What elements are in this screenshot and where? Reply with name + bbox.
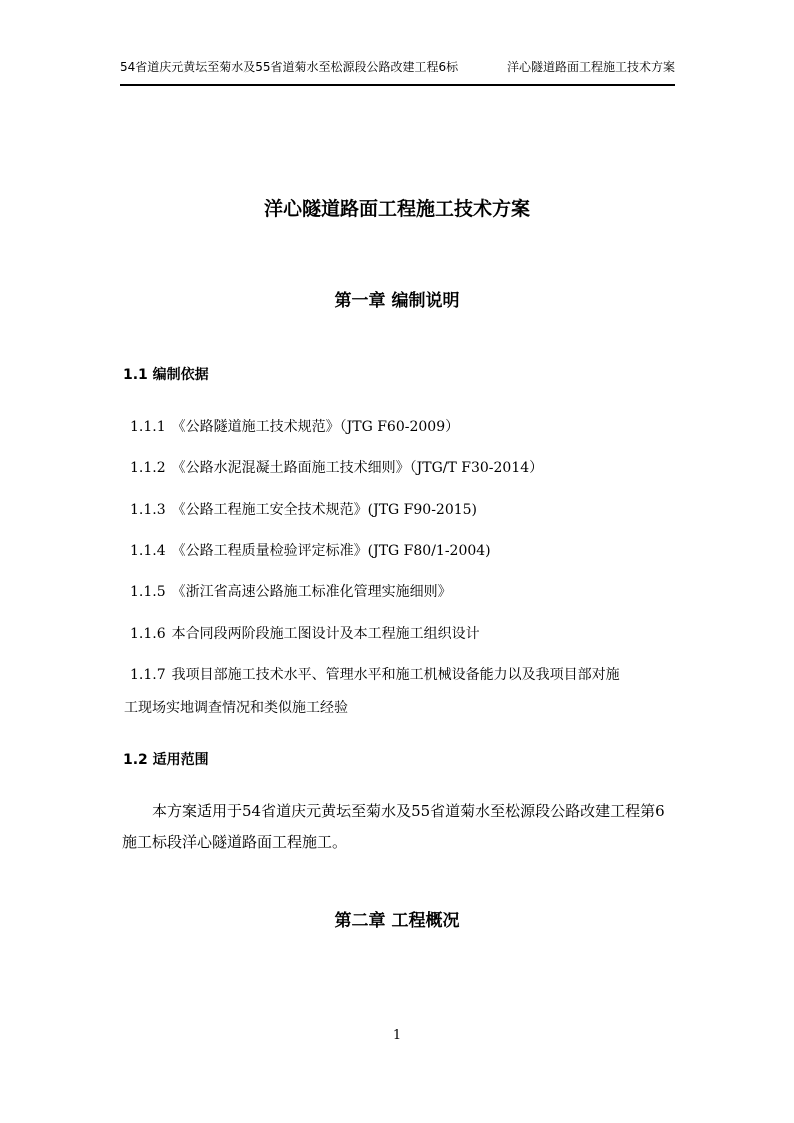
item-number: 1.1.7 (130, 667, 166, 683)
page-number: 1 (392, 1028, 402, 1043)
header-project-name: 54省道庆元黄坛至菊水及55省道菊水至松源段公路改建工程6标 (120, 60, 459, 74)
item-text: 《公路工程施工安全技术规范》(JTG F90-2015) (171, 502, 478, 518)
list-item-continuation: 工现场实地调查情况和类似施工经验 (124, 700, 348, 716)
chapter-2-heading: 第二章 工程概况 (334, 911, 460, 931)
list-item (130, 416, 459, 436)
list-item (130, 664, 620, 684)
section-1-1-heading: 1.1 编制依据 (123, 367, 209, 383)
item-text: 《浙江省高速公路施工标准化管理实施细则》 (171, 584, 452, 600)
list-item (130, 540, 491, 560)
item-number: 1.1.5 (130, 584, 166, 600)
list-item (130, 457, 543, 477)
item-number: 1.1.2 (130, 460, 166, 476)
item-number: 1.1.6 (130, 626, 166, 642)
list-item (130, 581, 452, 601)
header-doc-name: 洋心隧道路面工程施工技术方案 (506, 60, 675, 74)
document-title: 洋心隧道路面工程施工技术方案 (263, 198, 530, 220)
item-text: 《公路水泥混凝土路面施工技术细则》（JTG/T F30-2014） (171, 460, 544, 476)
page-header (120, 56, 675, 86)
item-text: 《公路工程质量检验评定标准》(JTG F80/1-2004) (171, 543, 491, 559)
chapter-1-heading: 第一章 编制说明 (334, 291, 460, 311)
list-item (130, 499, 477, 519)
item-number: 1.1.4 (130, 543, 166, 559)
list-item (130, 623, 480, 643)
item-text: 《公路隧道施工技术规范》（JTG F60-2009） (171, 419, 460, 435)
item-number: 1.1.1 (130, 419, 166, 435)
item-text: 我项目部施工技术水平、管理水平和施工机械设备能力以及我项目部对施 (171, 667, 620, 683)
item-text: 本合同段两阶段施工图设计及本工程施工组织设计 (171, 626, 480, 642)
section-1-2-heading: 1.2 适用范围 (123, 752, 209, 768)
scope-paragraph: 本方案适用于54省道庆元黄坛至菊水及55省道菊水至松源段公路改建工程第6施工标段洋心隧道路面工程施工。 (122, 802, 665, 851)
item-number: 1.1.3 (130, 502, 166, 518)
